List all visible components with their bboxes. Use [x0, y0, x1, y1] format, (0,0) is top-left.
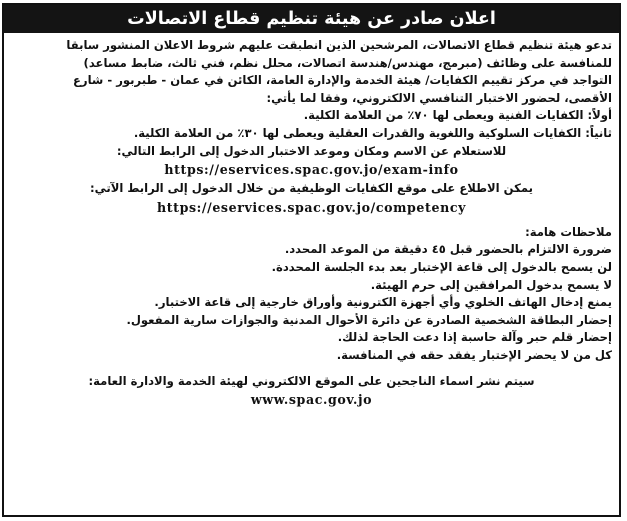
note-absence: كل من لا يحضر الإختبار يفقد حقه في المنافسة.	[336, 347, 612, 362]
note-id-card: إحضار البطاقة الشخصية الصادرة عن دائرة الأحوال المدنية والجوازات سارية المفعول.	[126, 312, 612, 327]
announcement-frame	[2, 3, 621, 517]
second-assessment-item: ثانياً: الكفايات السلوكية واللغوية والقدرات العقلية ويعطى لها ٣٠٪ من العلامة الكلية.	[133, 125, 612, 140]
intro-line-1: تدعو هيئة تنظيم قطاع الاتصالات، المرشحين الذين انطبقت عليهم شروط الاعلان المنشور سابقا	[66, 38, 612, 52]
competency-link[interactable]: https://eservices.spac.gov.jo/competency	[156, 199, 467, 215]
note-late-entry: لن يسمح بالدخول إلى قاعة الإختبار بعد بدء الجلسة المحددة.	[271, 259, 612, 274]
intro-line-3: التواجد في مركز تقييم الكفايات/ هيئة الخدمة والإدارة العامة، الكائن في عمان - طبربور - شارع	[72, 73, 612, 88]
first-assessment-item: أولاً: الكفايات الفنية ويعطى لها ٧٠٪ من العلامة الكلية.	[303, 108, 612, 123]
notes-heading: ملاحظات هامة:	[525, 224, 612, 239]
announcement-title: اعلان صادر عن هيئة تنظيم قطاع الاتصالات	[4, 5, 619, 33]
spac-website-link[interactable]: www.spac.gov.jo	[250, 392, 373, 408]
exam-info-link[interactable]: https://eservices.spac.gov.jo/exam-info	[164, 162, 459, 178]
intro-line-4: الأقصى، لحضور الاختبار التنافسي الالكتروني، وفقا لما يأتي:	[266, 90, 612, 105]
inquiry-text: للاستعلام عن الاسم ومكان وموعد الاختبار الدخول إلى الرابط التالي:	[116, 143, 507, 158]
note-arrival-time: ضرورة الالتزام بالحضور قبل ٤٥ دقيقة من الموعد المحدد.	[284, 242, 612, 257]
publication-text: سيتم نشر اسماء الناجحين على الموقع الالكتروني لهيئة الخدمة والادارة العامة:	[88, 373, 535, 388]
note-no-devices: يمنع إدخال الهاتف الخلوي وأي أجهزة الكترونية وأوراق خارجية إلى قاعة الاختبار.	[154, 295, 612, 310]
announcement-body	[4, 33, 619, 410]
competency-text: يمكن الاطلاع على موقع الكفايات الوظيفية من خلال الدخول إلى الرابط الآتي:	[90, 181, 533, 196]
intro-line-2: للمنافسة على وظائف (مبرمج، مهندس/هندسة اتصالات، محلل نظم، فني ثالث، ضابط مساعد)	[83, 55, 612, 70]
publication-spacer	[11, 365, 612, 373]
note-no-companions: لا يسمح بدخول المرافقين إلى حرم الهيئة.	[370, 277, 612, 292]
note-pen-calculator: إحضار قلم حبر وآلة حاسبة إذا دعت الحاجة لذلك.	[337, 330, 612, 345]
